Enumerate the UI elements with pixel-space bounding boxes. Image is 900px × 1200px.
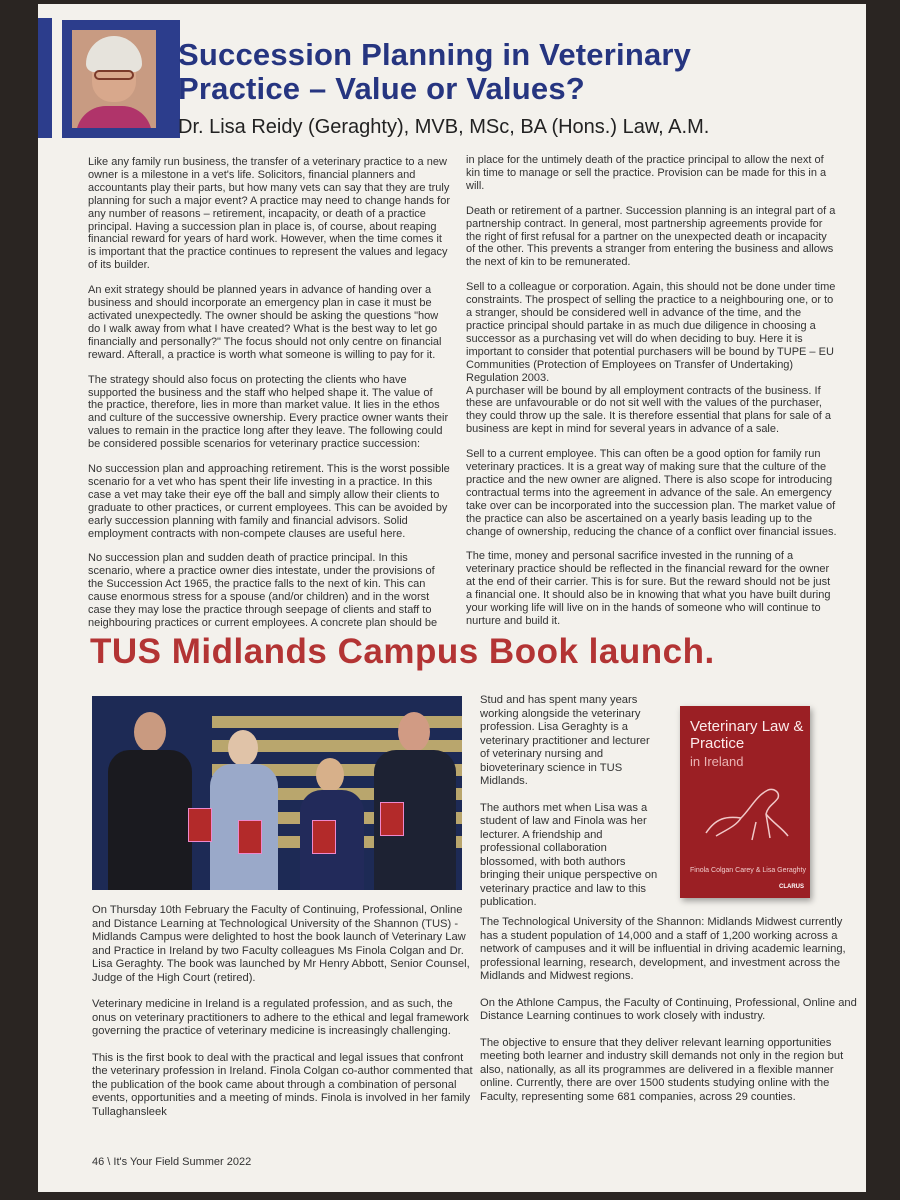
article-column-right [466,154,838,640]
page-footer: 46 \ It's Your Field Summer 2022 [92,1156,252,1168]
paragraph: The objective to ensure that they deliver relevant learning opportunities meeting both learner and industry skill demands not only in the region but also, nationally, as all its programmes are delivered in a flexible manner online. Currently, there are over 1500 students studying online with the Faculty, representing some 681 companies, across 29 counties. [480,1036,844,1103]
paragraph: Like any family run business, the transfer of a veterinary practice to a new owner is a milestone in a vet's life. Solicitors, financial planners and accountants play their parts, but how many vets can say that they are truly planning for such a major event? A practice may need to change hands for any number of reasons – retirement, incapacity, or death of a practice principal. Having a succession plan in place is, of course, about reaping financial reward for years of hard work. However, when the time comes it is important that the practice continues to represent the values and legacy of its builder. [88,156,451,272]
paragraph: in place for the untimely death of the practice principal to allow the next of kin time to manage or sell the practice. Provision can be made for this in a will. [466,154,827,192]
article-author: Dr. Lisa Reidy (Geraghty), MVB, MSc, BA (Hons.) Law, A.M. [178,116,710,138]
paragraph: The strategy should also focus on protecting the clients who have supported the business and the staff who helped shape it. The value of the practice, therefore, lies in more than market value. It lies in the ethos and culture of the successive ownership. Every practice owner wants their values to remain in the practice long after they leave. The following could be considered possible scenarios for veterinary practice succession: [88,373,449,451]
article-title: Succession Planning in Veterinary Practice – Value or Values? [178,37,692,106]
paragraph: On Thursday 10th February the Faculty of Continuing, Professional, Online and Distance Learning at Technological University of the Shannon (TUS) - Midlands Campus were delighted to host the book launch of Veterinary Law and Practice in Ireland by two Faculty colleagues Ms Finola Colgan and Dr. Lisa Geraghty. The book was launched by Mr Henry Abbott, Senior Counsel, Judge of the High Court (retired). [92,904,470,984]
accent-bar [38,18,52,138]
paragraph: The time, money and personal sacrifice invested in the running of a veterinary practice should be reflected in the financial reward for the owner at the end of their carrier. This is for sure. But the reward should not be just a financial one. It should also be in knowing that what you have built during your working life will live on in the hands of someone who will continue to nurture and build it. [466,550,831,627]
book-publisher: CLARUS [779,884,804,890]
paragraph: Veterinary medicine in Ireland is a regulated profession, and as such, the onus on veterinary practitioners to adhere to the ethical and legal framework governing the practice of veterinary medicine is increasingly challenging. [92,998,469,1037]
paragraph: Stud and has spent many years working alongside the veterinary profession. Lisa Geraghty is a veterinary practitioner and lecturer of veterinary nursing and bioveterinary science in TUS Midlands. [480,694,650,787]
paragraph: This is the first book to deal with the practical and legal issues that confront the veterinary profession in Ireland. Finola Colgan co-author commented that the publication of the book came about through a combination of personal events, opportunities and a meeting of minds. Finola is involved in her family Tullaghansleek [92,1051,473,1118]
paragraph: Death or retirement of a partner. Succession planning is an integral part of a partnership contract. In general, most partnership agreements provide for the right of first refusal for a partner on the unexpected death or incapacity of the other. This prevents a stranger from entering the business and allows the next of kin to be remunerated. [466,204,836,269]
launch-photo [92,696,462,890]
paragraph: The Technological University of the Shannon: Midlands Midwest currently has a student population of 14,000 and a staff of 1,200 working across a network of campuses and it will be influential in driving academic learning, professional learning, research, development, and investment across the Midlands and Midwest regions. [480,916,846,982]
book-title: Veterinary Law & Practice [690,718,804,752]
book-subtitle: in Ireland [690,754,744,769]
magazine-page [38,4,866,1192]
paragraph: Sell to a colleague or corporation. Again, this should not be done under time constraints. The prospect of selling the practice to a neighbouring one, or to a stranger, should be considered well in advance of the time, and the practice principal should partake in as much due diligence in choosing a successor as a purchasing vet will do when deciding to buy. Here it is important to consider that potential purchasers will be bound by TUPE – EU Communities (Protection of Employees on Transfer of Undertaking) Regulation 2003. A purchaser will be bound by all employment contracts of the business. If these are unfavourable or do not sit well with the values of the purchaser, they could throw up the sale. It is therefore essential that plans for sale of a business are kept in mind for several years in advance of a sale. [466,281,836,436]
article-column-left [88,156,450,642]
paragraph: An exit strategy should be planned years in advance of handing over a business and should incorporate an emergency plan in case it must be activated unexpectedly. The owner should be asking the questions "how do I walk away from what I have created? What is the best way to let go financially and personally?" The focus should not only centre on financial reward. Afterall, a practice is worth what someone is willing to pay for it. [88,284,442,361]
paragraph: No succession plan and approaching retirement. This is the worst possible scenario for a vet who has spent their life investing in a practice. In this case a vet may take their eye off the ball and simply allow their clients to graduate to other practices, or current employees. This can be avoided by early succession planning with family and financial advisors. Solid employment contracts with non-compete clauses are useful here. [88,463,450,540]
horse-icon [696,778,796,848]
tus-column-left [92,904,480,1132]
paragraph: On the Athlone Campus, the Faculty of Continuing, Professional, Online and Distance Learning continues to work closely with industry. [480,996,857,1022]
book-cover [680,706,810,898]
author-portrait [62,20,180,138]
book-authors: Finola Colgan Carey & Lisa Geraghty [690,867,806,874]
paragraph: Sell to a current employee. This can often be a good option for family run veterinary practices. It is a great way of making sure that the culture of the practice and the new owner are aligned. There is also scope for introducing contractual terms into the agreement in advance of the sale. An emergency take over can be incorporated into the succession plan. The market value of the practice can also be ascertained on a yearly basis leading up to the change of ownership, reducing the chance of a conflict over financial issues. [466,448,837,538]
tus-column-right [480,916,860,1117]
paragraph: No succession plan and sudden death of practice principal. In this scenario, where a practice owner dies intestate, under the provisions of the Succession Act 1965, the practice falls to the next of kin. This can cause enormous stress for a spouse (and/or children) and in the worst case they may lose the practice through seepage of clients and staff to neighbouring practices or current employees. A concrete plan should be [88,552,438,629]
section-title: TUS Midlands Campus Book launch. [90,632,715,671]
paragraph: The authors met when Lisa was a student of law and Finola was her lecturer. A friendship and professional collaboration blossomed, with both authors bringing their unique perspective on veterinary practice and law to this publication. [480,801,658,908]
tus-column-middle [480,694,660,923]
